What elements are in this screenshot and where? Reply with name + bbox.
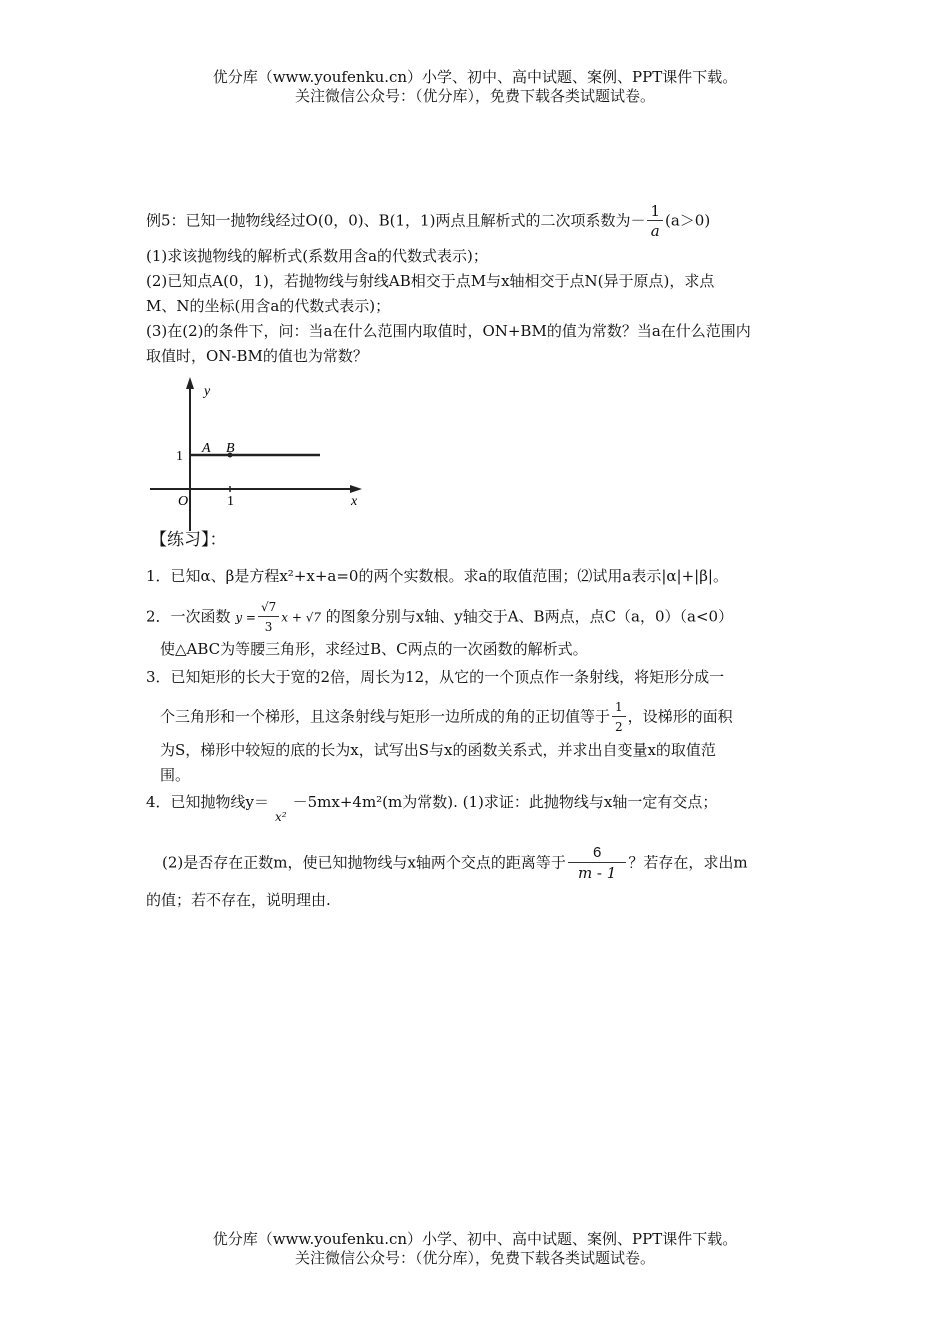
practice-3-line3: 为S，梯形中较短的底的长为x，试写出S与x的函数关系式，并求出自变量x的取值范 — [160, 741, 716, 759]
practice-2-y: y = — [235, 610, 256, 625]
label-x: x — [351, 494, 358, 509]
y-axis-arrow — [186, 377, 194, 389]
example5-intro — [146, 202, 710, 241]
practice-4-line1 — [146, 789, 718, 824]
practice-3-line2 — [160, 698, 733, 737]
practice-2-prefix: 2．一次函数 — [146, 607, 231, 626]
practice-4-x2: x² — [275, 810, 287, 824]
tick-label-y1: 1 — [176, 449, 183, 464]
example5-q1: (1)求该抛物线的解析式(系数用含a的代数式表示)； — [146, 247, 488, 265]
label-b: B — [226, 441, 235, 456]
example5-intro-tail: (a＞0) — [665, 211, 711, 230]
practice-2-tail: 的图象分别与x轴、y轴交于A、B两点，点C（a，0）（a<0） — [325, 607, 734, 626]
header-line-2: 关注微信公众号：（优分库），免费下载各类试题试卷。 — [294, 87, 655, 105]
practice-4-fraction — [568, 844, 626, 883]
label-y: y — [204, 384, 211, 399]
x-axis-arrow — [350, 485, 362, 493]
practice-4-line2-a: (2)是否存在正数m，使已知抛物线与x轴两个交点的距离等于 — [162, 853, 566, 872]
example5-frac-num: 1 — [650, 202, 660, 220]
practice-3-line2-b: ，设梯形的面积 — [627, 707, 733, 726]
label-a: A — [202, 441, 211, 456]
practice-4-a: 4．已知抛物线y＝ — [146, 793, 270, 811]
footer-line-1: 优分库（www.youfenku.cn）小学、初中、高中试题、案例、PPT课件下载。 — [212, 1230, 738, 1248]
practice-2-rest: x + √7 — [281, 610, 321, 625]
practice-4-b: －5mx+4m²(m为常数). (1)求证：此抛物线与x轴一定有交点； — [292, 793, 718, 811]
header-line-1: 优分库（www.youfenku.cn）小学、初中、高中试题、案例、PPT课件下载。 — [212, 68, 738, 86]
example5-frac-den: a — [647, 220, 663, 241]
practice-3-frac-num: 1 — [615, 700, 623, 714]
practice-3-line4: 围。 — [160, 766, 191, 784]
practice-2-frac-den: 3 — [258, 616, 279, 637]
example5-fraction — [647, 202, 663, 241]
practice-4-frac-den: m - 1 — [568, 862, 626, 883]
practice-4-line2 — [162, 844, 748, 883]
practice-3-fraction — [612, 698, 626, 737]
practice-2-fraction — [258, 598, 279, 637]
example5-q3-line2: 取值时，ON-BM的值也为常数？ — [146, 347, 368, 365]
practice-4-line3: 的值；若不存在，说明理由. — [146, 891, 331, 909]
coordinate-figure — [148, 375, 378, 533]
practice-4-line2-b: ？若存在，求出m — [628, 853, 748, 872]
practice-1: 1．已知α、β是方程x²+x+a=0的两个实数根。求a的取值范围；⑵试用a表示|α|+|β|。 — [146, 567, 728, 585]
example5-q2-line1: (2)已知点A(0，1)，若抛物线与射线AB相交于点M与x轴相交于点N(异于原点)，求点 — [146, 272, 715, 290]
example5-q3-line1: (3)在(2)的条件下，问：当a在什么范围内取值时，ON+BM的值为常数？当a在什么范围内 — [146, 322, 751, 340]
practice-title: 【练习】： — [150, 530, 227, 550]
example5-intro-text: 例5：已知一抛物线经过O(0，0)、B(1，1)两点且解析式的二次项系数为－ — [146, 211, 646, 230]
practice-3-line2-a: 个三角形和一个梯形，且这条射线与矩形一边所成的角的正切值等于 — [160, 707, 611, 726]
practice-3-line1: 3．已知矩形的长大于宽的2倍，周长为12，从它的一个顶点作一条射线，将矩形分成一 — [146, 668, 725, 686]
footer-line-2: 关注微信公众号：（优分库），免费下载各类试题试卷。 — [294, 1249, 655, 1267]
practice-2-line1 — [146, 598, 733, 637]
example5-q2-line2: M、N的坐标(用含a的代数式表示)； — [146, 297, 391, 315]
practice-3-frac-den: 2 — [612, 716, 626, 737]
tick-label-x1: 1 — [227, 494, 234, 509]
practice-2-line2: 使△ABC为等腰三角形，求经过B、C两点的一次函数的解析式。 — [160, 640, 588, 658]
practice-2-frac-num: √7 — [260, 600, 277, 614]
practice-4-frac-num: 6 — [592, 844, 602, 861]
label-o: O — [178, 494, 189, 509]
